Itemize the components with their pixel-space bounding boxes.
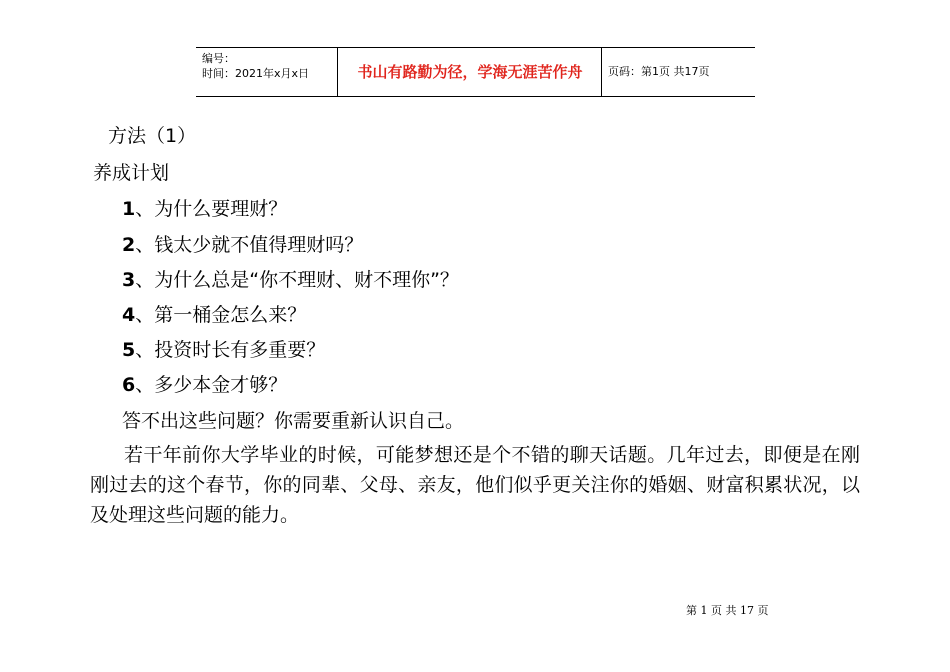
question-number: 6 (122, 374, 136, 396)
time-label: 时间：2021年x月x日 (202, 67, 310, 80)
question-item (122, 338, 325, 362)
prompt-line: 答不出这些问题？你需要重新认识自己。 (122, 410, 465, 432)
question-item (122, 233, 363, 257)
header-divider-left (337, 47, 338, 97)
question-number: 5 (122, 339, 136, 361)
question-text: 、多少本金才够？ (135, 374, 288, 396)
header-divider-right (601, 47, 602, 97)
header-motto: 书山有路勤为径，学海无涯苦作舟 (357, 63, 583, 81)
question-text: 、为什么总是“你不理财、财不理你”？ (135, 269, 459, 291)
body-paragraph: 若干年前你大学毕业的时候，可能梦想还是个不错的聊天话题。几年过去，即便是在刚刚过去的这个春节，你的同辈、父母、亲友，他们似乎更关注你的婚姻、财富积累状况，以及处理这些问题的能力。 (90, 444, 860, 526)
question-text: 、投资时长有多重要？ (135, 339, 326, 361)
question-text: 、为什么要理财？ (135, 198, 288, 220)
question-number: 1 (122, 198, 136, 220)
header-meta (202, 51, 309, 81)
question-item (122, 268, 459, 292)
question-number: 3 (122, 269, 136, 291)
header-bottom-rule (196, 96, 755, 97)
question-text: 、钱太少就不值得理财吗？ (135, 234, 364, 256)
code-label: 编号： (202, 52, 235, 65)
plan-title: 养成计划 (93, 162, 170, 184)
question-item (122, 197, 287, 221)
method-title: 方法（1） (108, 125, 197, 147)
question-item (122, 373, 287, 397)
question-number: 2 (122, 234, 136, 256)
question-text: 、第一桶金怎么来？ (135, 304, 307, 326)
header-page-code: 页码：第1页 共17页 (608, 65, 710, 78)
footer-page-info: 第 1 页 共 17 页 (686, 604, 769, 617)
header-top-rule (196, 47, 755, 48)
question-number: 4 (122, 304, 136, 326)
question-item (122, 303, 306, 327)
